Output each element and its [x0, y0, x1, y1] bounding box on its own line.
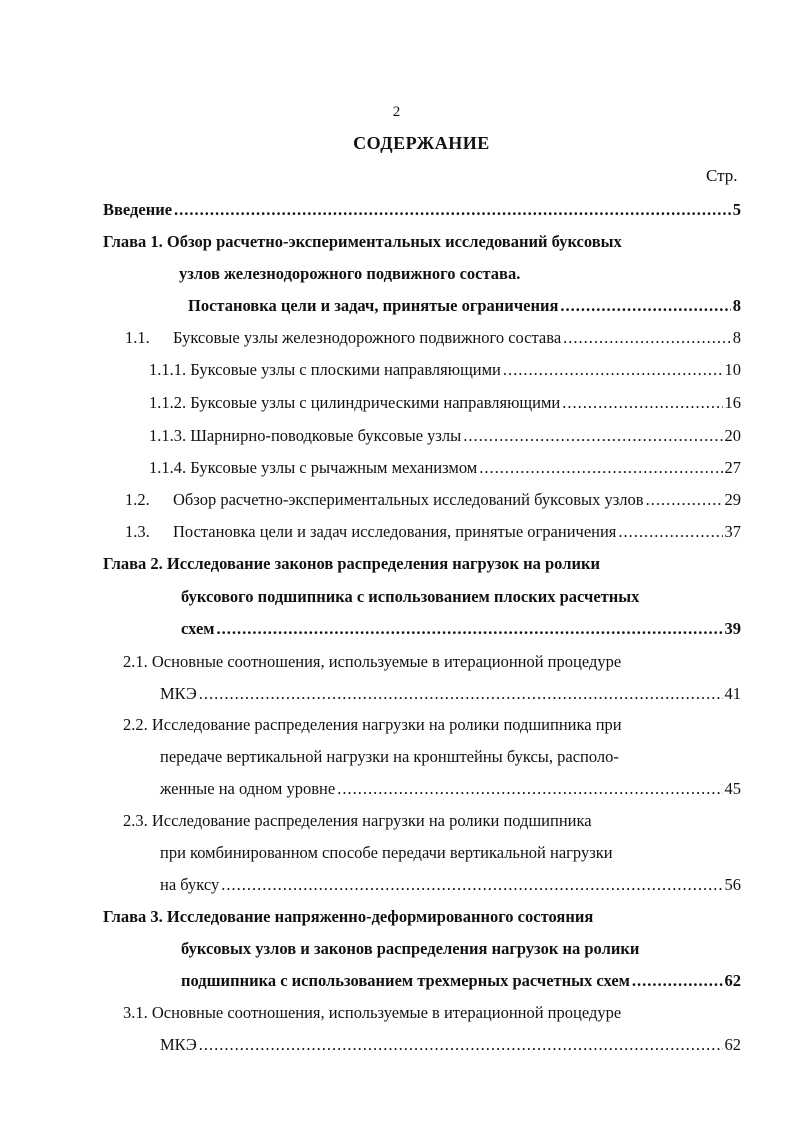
toc-entry-1-1-4 — [149, 455, 741, 481]
toc-entry-3-1-line2 — [160, 1032, 741, 1058]
toc-page-number: 62 — [724, 1035, 741, 1054]
toc-entry-text: подшипника с использованием трехмерных расчетных схем — [181, 971, 630, 990]
leader-dots — [463, 423, 722, 449]
toc-entry-1-1 — [125, 325, 741, 351]
toc-entry-2-3-line3 — [160, 872, 741, 898]
toc-chapter-1-line2: узлов железнодорожного подвижного состава. — [179, 264, 521, 283]
toc-page-number: 56 — [724, 875, 741, 894]
toc-entry-2-2-line1: 2.2. Исследование распределения нагрузки на ролики подшипника при — [123, 715, 622, 734]
page-column-label: Стр. — [706, 166, 738, 185]
leader-dots — [199, 681, 723, 707]
toc-chapter-2-line2: буксового подшипника с использованием плоских расчетных — [181, 587, 640, 606]
leader-dots — [646, 487, 723, 513]
leader-dots — [632, 968, 723, 994]
toc-page-number: 62 — [724, 971, 741, 990]
leader-dots — [560, 293, 730, 319]
toc-entry-text: 1.1.4. Буксовые узлы с рычажным механизмом — [149, 458, 478, 477]
toc-entry-1-2 — [125, 487, 741, 513]
toc-entry-text: Постановка цели и задач, принятые ограничения — [188, 296, 559, 315]
toc-entry-text: Обзор расчетно-экспериментальных исследований буксовых узлов — [173, 490, 644, 509]
toc-entry-text: Введение — [103, 200, 173, 219]
toc-entry-text: МКЭ — [160, 1035, 197, 1054]
toc-page-number: 37 — [724, 522, 741, 541]
leader-dots — [563, 325, 731, 351]
toc-page-number: 10 — [724, 360, 741, 379]
toc-entry-1-3 — [125, 519, 741, 545]
toc-entry-number: 1.3. — [125, 522, 150, 541]
toc-entry-text: 1.1.1. Буксовые узлы с плоскими направляющими — [149, 360, 501, 379]
toc-entry-text: МКЭ — [160, 684, 197, 703]
toc-chapter-2-line3 — [181, 616, 741, 642]
toc-entry-2-1-line2 — [160, 681, 741, 707]
toc-page-number: 27 — [724, 458, 741, 477]
leader-dots — [217, 616, 723, 642]
toc-page-number: 5 — [732, 200, 741, 219]
leader-dots — [618, 519, 722, 545]
toc-page-number: 39 — [724, 619, 741, 638]
toc-chapter-3-line1: Глава 3. Исследование напряженно-деформированного состояния — [103, 907, 594, 926]
toc-entry-2-2-line2: передаче вертикальной нагрузки на кронштейны буксы, располо- — [160, 747, 619, 766]
toc-entry-2-1-line1: 2.1. Основные соотношения, используемые в итерационной процедуре — [123, 652, 622, 671]
leader-dots — [562, 390, 722, 416]
leader-dots — [503, 357, 723, 383]
toc-page-number: 20 — [724, 426, 741, 445]
toc-page-number: 16 — [724, 393, 741, 412]
toc-entry-text: на буксу — [160, 875, 220, 894]
toc-chapter-1-line1: Глава 1. Обзор расчетно-экспериментальных исследований буксовых — [103, 232, 622, 251]
toc-page-number: 8 — [732, 296, 741, 315]
toc-entry-3-1-line1: 3.1. Основные соотношения, используемые в итерационной процедуре — [123, 1003, 622, 1022]
toc-entry-text: 1.1.3. Шарнирно-поводковые буксовые узлы — [149, 426, 462, 445]
toc-entry-number: 1.1. — [125, 328, 150, 347]
toc-chapter-1-line3 — [188, 293, 741, 319]
leader-dots — [479, 455, 722, 481]
toc-entry-2-2-line3 — [160, 776, 741, 802]
toc-entry-intro — [103, 197, 741, 223]
toc-chapter-2-line1: Глава 2. Исследование законов распределения нагрузок на ролики — [103, 554, 600, 573]
toc-entry-2-3-line1: 2.3. Исследование распределения нагрузки на ролики подшипника — [123, 811, 592, 830]
page-number: 2 — [392, 104, 401, 120]
toc-entry-text: Постановка цели и задач исследования, принятые ограничения — [173, 522, 617, 541]
toc-entry-text: 1.1.2. Буксовые узлы с цилиндрическими направляющими — [149, 393, 561, 412]
toc-page-number: 41 — [724, 684, 741, 703]
toc-entry-text: Буксовые узлы железнодорожного подвижного состава — [173, 328, 562, 347]
toc-page-number: 45 — [724, 779, 741, 798]
toc-entry-1-1-3 — [149, 423, 741, 449]
toc-entry-number: 1.2. — [125, 490, 150, 509]
toc-page-number: 29 — [724, 490, 741, 509]
leader-dots — [199, 1032, 723, 1058]
page-title: СОДЕРЖАНИЕ — [353, 133, 490, 153]
toc-entry-2-3-line2: при комбинированном способе передачи вертикальной нагрузки — [160, 843, 613, 862]
toc-chapter-3-line3 — [181, 968, 741, 994]
toc-entry-text: схем — [181, 619, 215, 638]
toc-entry-text: женные на одном уровне — [160, 779, 336, 798]
toc-page-number: 8 — [732, 328, 741, 347]
toc-entry-1-1-2 — [149, 390, 741, 416]
leader-dots — [221, 872, 722, 898]
toc-chapter-3-line2: буксовых узлов и законов распределения нагрузок на ролики — [181, 939, 640, 958]
toc-entry-1-1-1 — [149, 357, 741, 383]
leader-dots — [174, 197, 731, 223]
leader-dots — [337, 776, 722, 802]
